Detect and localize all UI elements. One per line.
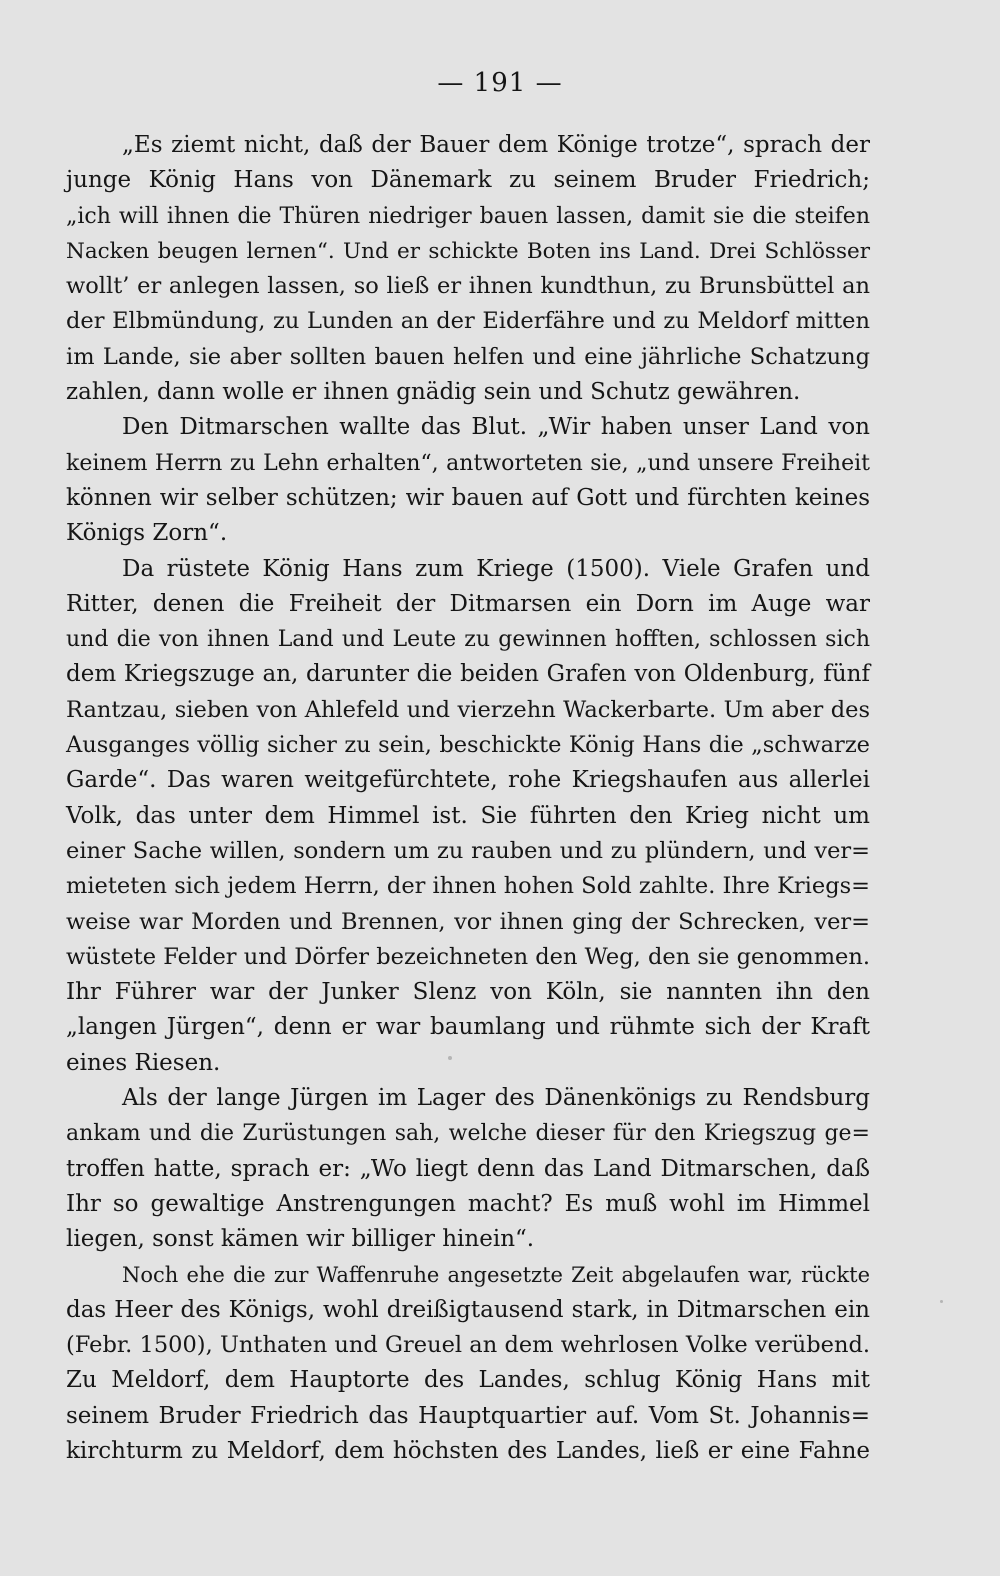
text-line: Noch ehe die zur Waffenruhe angesetzte Zeit abgelaufen war, rückte xyxy=(122,1262,870,1287)
text-line: im Lande, sie aber sollten bauen helfen und eine jährliche Schatzung xyxy=(66,343,870,370)
text-line: und die von ihnen Land und Leute zu gewinnen hofften, schlossen sich xyxy=(66,627,870,653)
text-line: Zu Meldorf, dem Hauptorte des Landes, schlug König Hans mit xyxy=(66,1367,870,1394)
text-line: Ausganges völlig sicher zu sein, beschickte König Hans die „schwarze xyxy=(66,732,870,759)
text-line: (Febr. 1500), Unthaten und Greuel an dem wehrlosen Volke verübend. xyxy=(66,1332,870,1359)
body-text xyxy=(66,128,870,1469)
text-line: dem Kriegszuge an, darunter die beiden Grafen von Oldenburg, fünf xyxy=(66,661,870,688)
text-line: Ihr Führer war der Junker Slenz von Köln, sie nannten ihn den xyxy=(66,979,870,1006)
text-line: troffen hatte, sprach er: „Wo liegt denn das Land Ditmarschen, daß xyxy=(66,1155,870,1182)
text-line: Als der lange Jürgen im Lager des Dänenkönigs zu Rendsburg xyxy=(122,1085,870,1112)
text-line: das Heer des Königs, wohl dreißigtausend stark, in Ditmarschen ein xyxy=(66,1296,870,1323)
text-line: seinem Bruder Friedrich das Hauptquartier auf. Vom St. Johannis= xyxy=(66,1402,870,1429)
text-line: Volk, das unter dem Himmel ist. Sie führten den Krieg nicht um xyxy=(66,802,870,829)
text-line: liegen, sonst kämen wir billiger hinein“. xyxy=(66,1226,535,1253)
text-line: „ich will ihnen die Thüren niedriger bauen lassen, damit sie die steifen xyxy=(66,203,870,229)
page-number-header: — 191 — xyxy=(437,68,563,98)
text-line: Ritter, denen die Freiheit der Ditmarsen ein Dorn im Auge war xyxy=(66,590,870,617)
text-line: Königs Zorn“. xyxy=(66,520,228,547)
text-line: „langen Jürgen“, denn er war baumlang und rühmte sich der Kraft xyxy=(66,1014,870,1041)
text-line: Rantzau, sieben von Ahlefeld und vierzehn Wackerbarte. Um aber des xyxy=(66,696,870,723)
text-line: wüstete Felder und Dörfer bezeichneten den Weg, den sie genommen. xyxy=(66,943,870,970)
paper-speck xyxy=(448,1056,452,1060)
text-line: mieteten sich jedem Herrn, der ihnen hohen Sold zahlte. Ihre Kriegs= xyxy=(66,873,870,900)
text-line: Nacken beugen lernen“. Und er schickte Boten ins Land. Drei Schlösser xyxy=(66,238,870,264)
text-line: zahlen, dann wolle er ihnen gnädig sein und Schutz gewähren. xyxy=(66,379,801,406)
text-line: kirchturm zu Meldorf, dem höchsten des Landes, ließ er eine Fahne xyxy=(66,1437,870,1464)
text-line: der Elbmündung, zu Lunden an der Eiderfähre und zu Meldorf mitten xyxy=(66,308,870,335)
text-line: Da rüstete König Hans zum Kriege (1500). Viele Grafen und xyxy=(122,555,870,582)
text-line: Den Ditmarschen wallte das Blut. „Wir haben unser Land von xyxy=(122,414,870,441)
text-line: ankam und die Zurüstungen sah, welche dieser für den Kriegszug ge= xyxy=(66,1121,870,1147)
text-line: wollt’ er anlegen lassen, so ließ er ihnen kundthun, zu Brunsbüttel an xyxy=(66,273,870,300)
text-line: junge König Hans von Dänemark zu seinem Bruder Friedrich; xyxy=(66,167,870,194)
text-line: weise war Morden und Brennen, vor ihnen ging der Schrecken, ver= xyxy=(66,908,870,935)
text-line: Garde“. Das waren weitgefürchtete, rohe Kriegshaufen aus allerlei xyxy=(66,767,870,794)
text-line: können wir selber schützen; wir bauen auf Gott und fürchten keines xyxy=(66,484,870,511)
text-line: einer Sache willen, sondern um zu rauben und zu plündern, und ver= xyxy=(66,837,870,864)
text-line: keinem Herrn zu Lehn erhalten“, antworteten sie, „und unsere Freiheit xyxy=(66,450,870,476)
text-line: „Es ziemt nicht, daß der Bauer dem Könige trotze“, sprach der xyxy=(122,132,870,158)
paper-speck xyxy=(940,1300,943,1303)
text-line: eines Riesen. xyxy=(66,1049,221,1076)
text-line: Ihr so gewaltige Anstrengungen macht? Es muß wohl im Himmel xyxy=(66,1190,870,1217)
